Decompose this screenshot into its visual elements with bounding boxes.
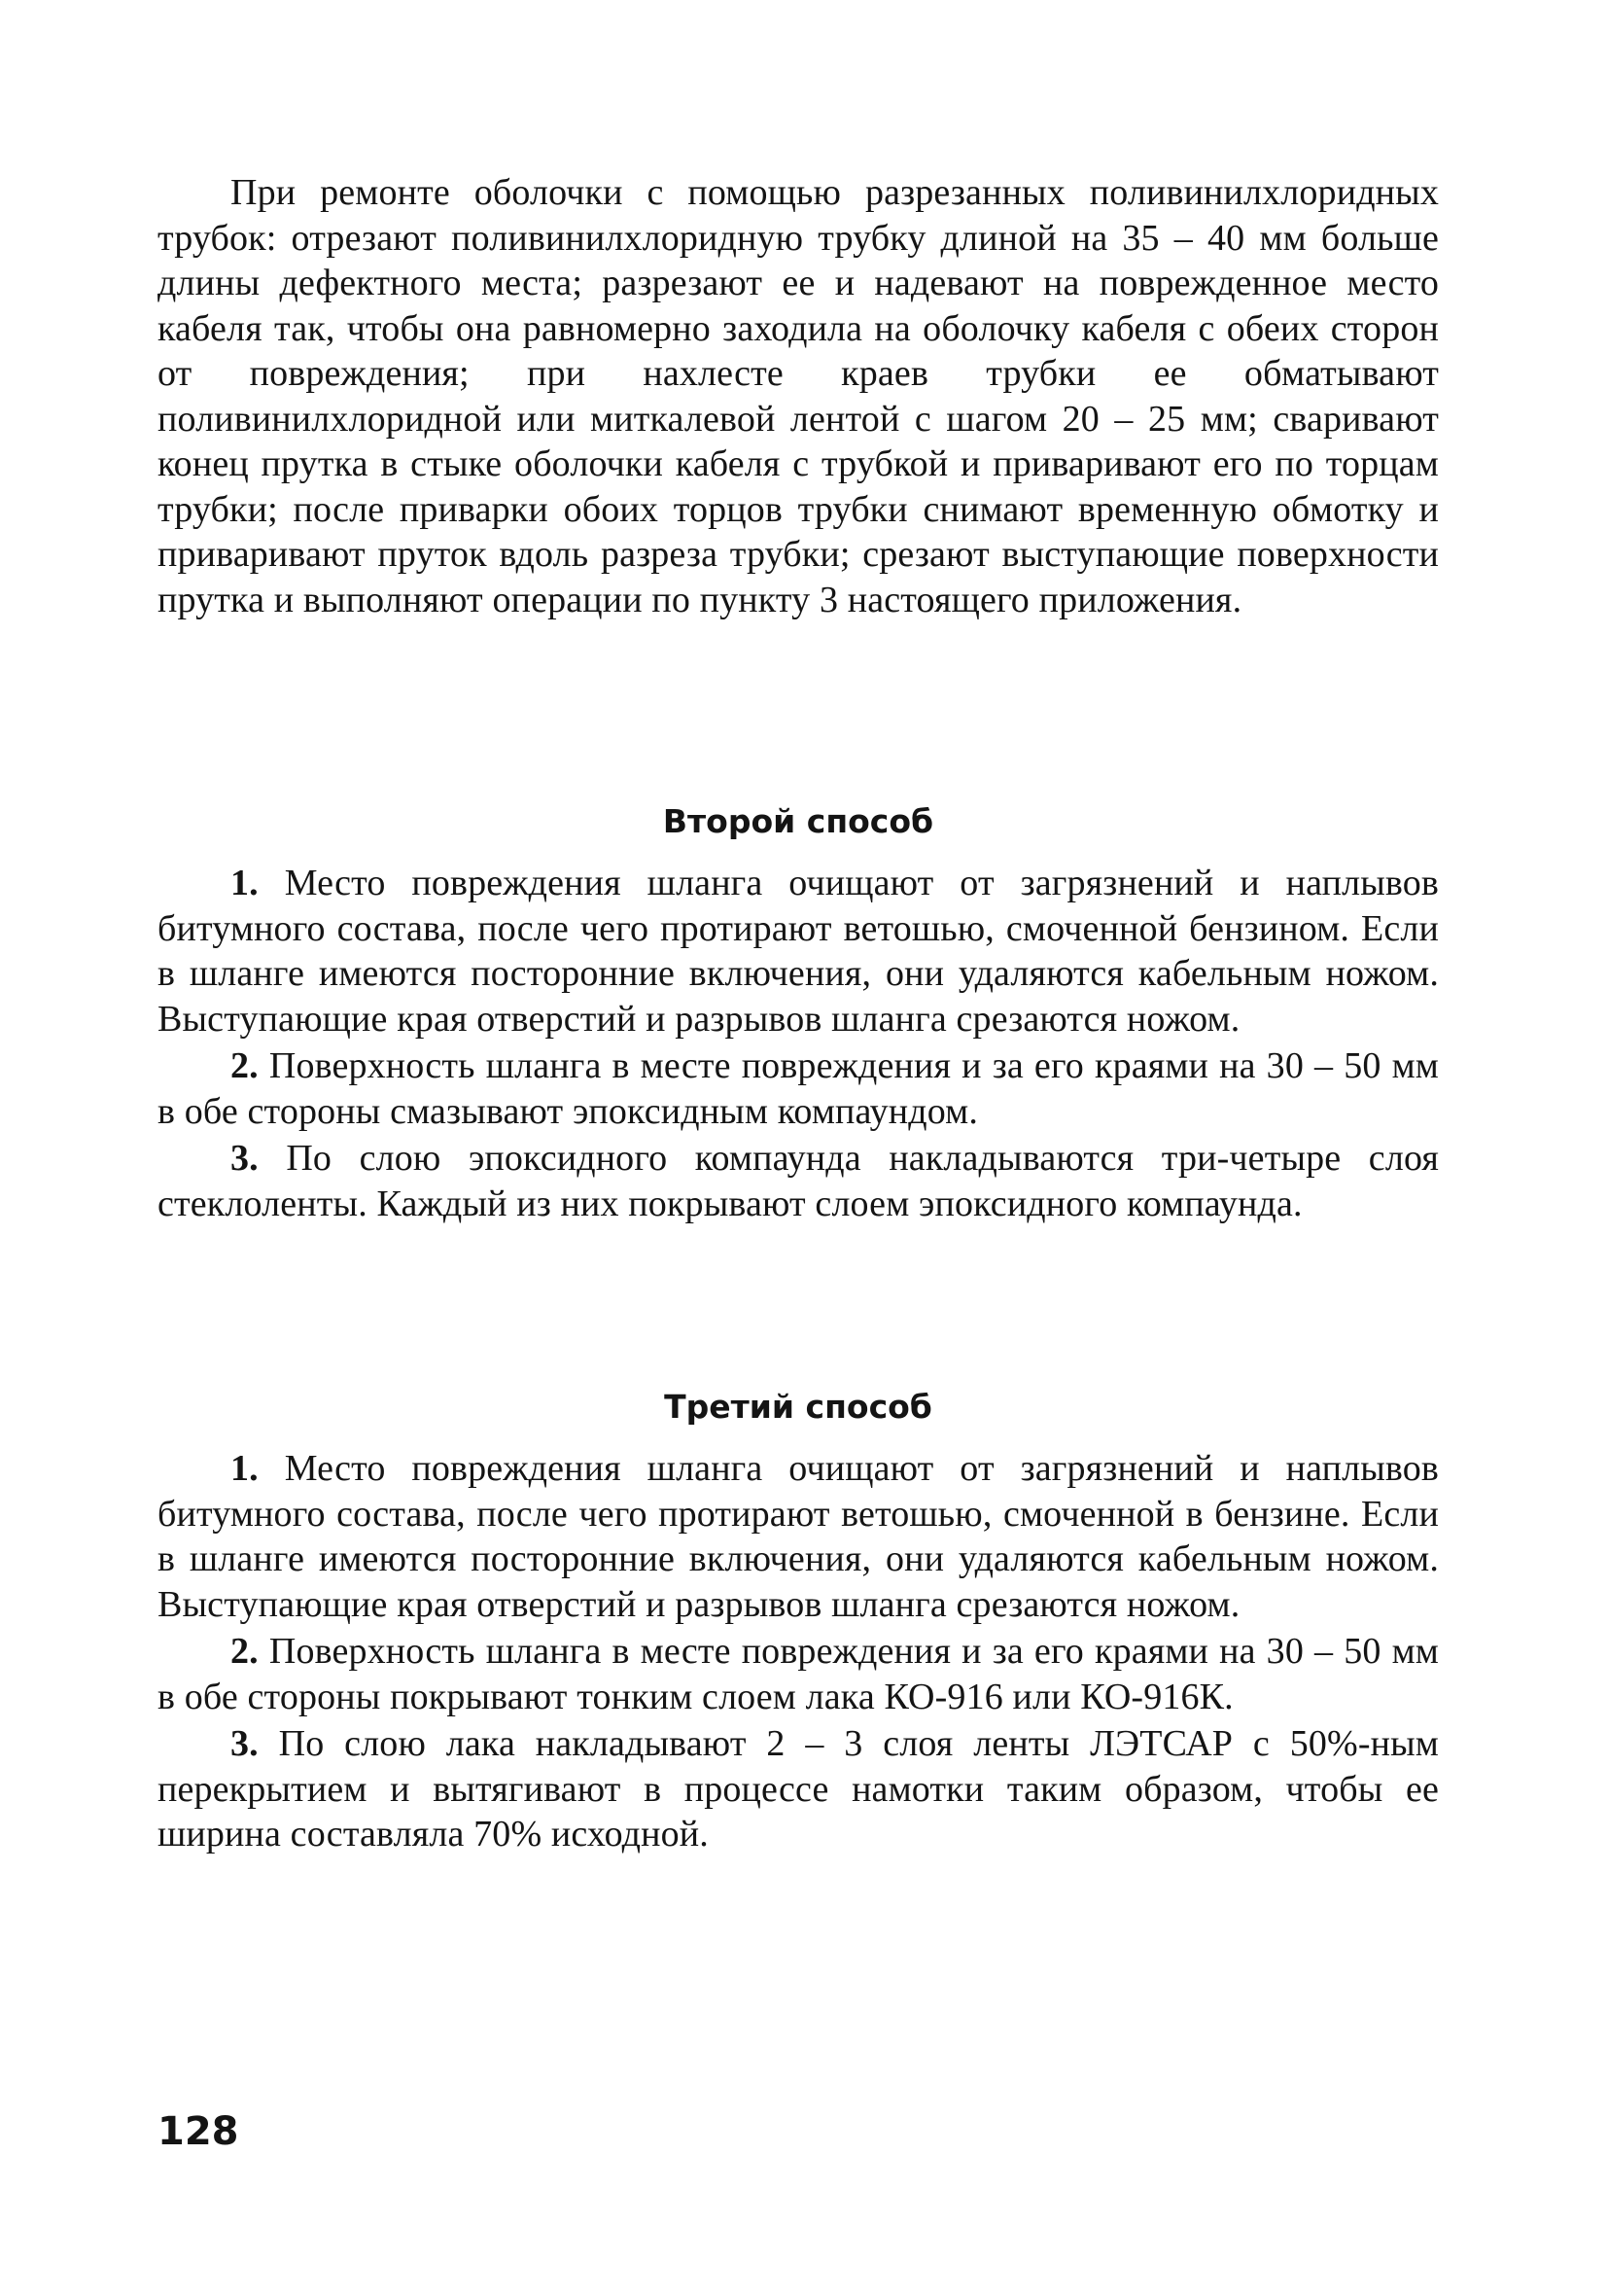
item-text: По слою эпоксидного компаунда накладываются три-четыре слоя стеклоленты. Каждый из них покрывают слоем эпоксидного компаунда. <box>157 1138 1439 1224</box>
intro-section <box>157 170 1439 622</box>
item-number: 3. <box>230 1138 259 1179</box>
third-method-section <box>157 1446 1439 1859</box>
item-text: Поверхность шланга в месте повреждения и за его краями на 30 – 50 мм в обе стороны покрывают тонким слоем лака КО-916 или КО-916К. <box>157 1631 1439 1717</box>
list-item <box>157 1629 1439 1719</box>
item-text: Место повреждения шланга очищают от загрязнений и наплывов битумного состава, после чего протирают ветошью, смоченной в бензине. Если в шланге имеются посторонние включения, они удаляются кабельным ножом. Выступающие края отверстий и разрывов шланга срезаются ножом. <box>157 1448 1439 1625</box>
item-number: 3. <box>230 1723 259 1764</box>
list-item <box>157 861 1439 1042</box>
section-heading-second-method: Второй способ <box>662 802 934 840</box>
item-text: По слою лака накладывают 2 – 3 слоя ленты ЛЭТСАР с 50%-ным перекрытием и вытягивают в процессе намотки таким образом, чтобы ее ширина составляла 70% исходной. <box>157 1723 1439 1854</box>
list-item <box>157 1721 1439 1857</box>
item-number: 2. <box>230 1045 259 1086</box>
list-item <box>157 1446 1439 1627</box>
list-item <box>157 1136 1439 1226</box>
second-method-section <box>157 861 1439 1228</box>
item-number: 1. <box>230 863 259 903</box>
item-number: 2. <box>230 1631 259 1672</box>
item-text: Место повреждения шланга очищают от загрязнений и наплывов битумного состава, после чего протирают ветошью, смоченной бензином. Если в шланге имеются посторонние включения, они удаляются кабельным ножом. Выступающие края отверстий и разрывов шланга срезаются ножом. <box>157 863 1439 1040</box>
item-number: 1. <box>230 1448 259 1489</box>
section-heading-third-method: Третий способ <box>664 1388 932 1426</box>
list-item <box>157 1043 1439 1134</box>
item-text: Поверхность шланга в месте повреждения и за его краями на 30 – 50 мм в обе стороны смазывают эпоксидным компаундом. <box>157 1045 1439 1132</box>
intro-paragraph: При ремонте оболочки с помощью разрезанных поливинилхлоридных трубок: отрезают поливинилхлоридную трубку длиной на 35 – 40 мм больше длины дефектного места; разрезают ее и надевают на поврежденное место кабеля так, чтобы она равномерно заходила на оболочку кабеля с обеих сторон от повреждения; при нахлесте краев трубки ее обматывают поливинилхлоридной или миткалевой лентой с шагом 20 – 25 мм; сваривают конец прутка в стыке оболочки кабеля с трубкой и приваривают его по торцам трубки; после приварки обоих торцов трубки снимают временную обмотку и приваривают пруток вдоль разреза трубки; срезают выступающие поверхности прутка и выполняют операции по пункту 3 настоящего приложения. <box>157 172 1439 620</box>
page-number: 128 <box>157 2109 239 2154</box>
